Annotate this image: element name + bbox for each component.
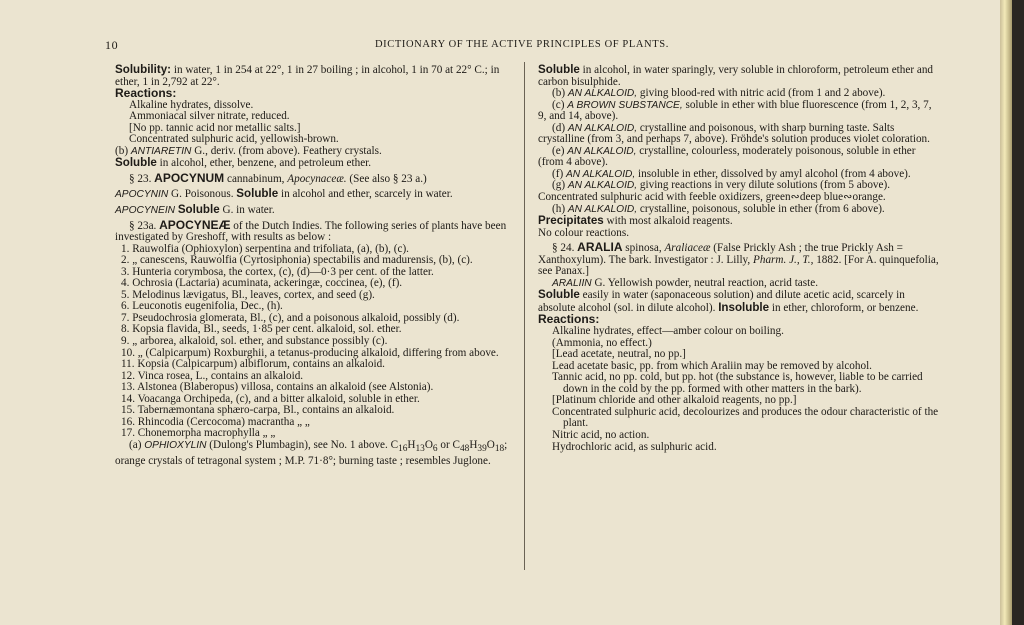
reaction-line: Concentrated sulphuric acid, decolourizes and produces the odour characteristic of the plant. — [552, 405, 939, 430]
araliin-entry: ARALIIN G. Yellowish powder, neutral reaction, acrid taste. — [552, 276, 818, 289]
section-23: § 23. APOCYNUM cannabinum, Apocynaceæ. (See also § 23 a.) — [129, 170, 427, 185]
alkaloid-d: (d) AN ALKALOID, crystalline and poisonous, with sharp burning taste. Salts crystalline (from 3, and perhaps 7, above). Fröhde's solution produces violet coloration. — [538, 121, 930, 146]
list-item: 16. Rhincodia (Cercocoma) macrantha „ „ — [121, 415, 310, 428]
list-item: 2. „ canescens, Rauwolfia (Cyrtosiphonia) spectabilis and madurensis, (b), (c). — [121, 254, 473, 267]
section-24: § 24. ARALIA spinosa, Araliaceæ (False Prickly Ash ; the true Prickly Ash = Xanthoxylum). The bark. Investigator : J. Lilly, Pharm. J., T., 1882. [For A. quinquefolia, see Panax.] — [538, 240, 939, 278]
antiaretin-solubility: Soluble in alcohol, ether, benzene, and petroleum ether. — [115, 156, 372, 170]
page-header — [105, 38, 965, 52]
alkaloid-b: (b) AN ALKALOID, giving blood-red with nitric acid (from 1 and 2 above). — [552, 87, 886, 100]
alkaloid-g: (g) AN ALKALOID, giving reactions in very dilute solutions (from 5 above). Concentrated sulphuric acid with feeble oxidizers, green∾deep blue∾orange. — [538, 179, 891, 204]
reaction-line: Concentrated sulphuric acid, yellowish-brown. — [129, 133, 339, 146]
reaction-line: Alkaline hydrates, dissolve. — [129, 98, 254, 111]
solubility-paragraph: Solubility: in water, 1 in 254 at 22°, 1 in 27 boiling ; in alcohol, 1 in 70 at 22° C.; in ether, 1 in 2,792 at 22°. — [115, 63, 500, 88]
list-item: 4. Ochrosia (Lactaria) acuminata, ackeringæ, coccinea, (e), (f). — [121, 277, 403, 290]
reactions-heading: Reactions: — [538, 312, 600, 327]
precipitates-paragraph: Precipitates with most alkaloid reagents. — [538, 214, 733, 228]
reaction-line: Nitric acid, no action. — [552, 428, 650, 441]
alkaloid-e: (e) AN ALKALOID, crystalline, colourless, moderately poisonous, soluble in ether (from 4 above). — [538, 144, 916, 169]
list-item: 14. Voacanga Orchipeda, (c), and a bitter alkaloid, soluble in ether. — [121, 392, 420, 405]
list-item: 5. Melodinus lævigatus, Bl., leaves, cortex, and seed (g). — [121, 288, 375, 301]
soluble-paragraph: Soluble in alcohol, in water sparingly, very soluble in chloroform, petroleum ether and carbon bisulphide. — [538, 63, 934, 88]
section-23a: § 23a. APOCYNEÆ of the Dutch Indies. The following series of plants have been investigated by Greshoff, with results as below : — [115, 217, 507, 244]
list-item: 6. Leuconotis eugenifolia, Dec., (h). — [121, 300, 283, 313]
page-number: 10 — [105, 38, 119, 52]
alkaloid-f: (f) AN ALKALOID, insoluble in ether, dissolved by amyl alcohol (from 4 above). — [552, 167, 911, 180]
book-edge — [1000, 0, 1012, 625]
reaction-line: [No pp. tannic acid nor metallic salts.] — [129, 121, 301, 134]
apocynin-entry: APOCYNIN G. Poisonous. Soluble in alcohol and ether, scarcely in water. — [115, 187, 453, 201]
antiaretin-entry: (b) ANTIARETIN G., deriv. (from above). Feathery crystals. — [115, 144, 382, 157]
alkaloid-h: (h) AN ALKALOID, crystalline, poisonous, soluble in ether (from 6 above). — [552, 202, 885, 215]
list-item: 11. Kopsia (Calpicarpum) albiflorum, contains an alkaloid. — [121, 358, 385, 371]
ophioxylin-entry: (a) OPHIOXYLIN (Dulong's Plumbagin), see No. 1 above. $C_{16}H_{13}O_6$ or $C_{48}H_{39}O_{18}$; orange crystals of tetragonal system ; M.P. 71·8°; burning taste ; resembles Juglone. — [115, 438, 508, 467]
running-title: DICTIONARY OF THE ACTIVE PRINCIPLES OF PLANTS. — [375, 39, 669, 50]
list-item: 3. Hunteria corymbosa, the cortex, (c), (d)—0·3 per cent. of the latter. — [121, 265, 434, 278]
reaction-line: Tannic acid, no pp. cold, but pp. hot (the substance is, however, liable to be carried down in the cold by the pp. formed with other matters in the bark). — [552, 371, 923, 395]
list-item: 9. „ arborea, alkaloid, sol. ether, and substance possibly (c). — [121, 335, 388, 348]
no-colour-line: No colour reactions. — [538, 226, 630, 239]
list-item: 13. Alstonea (Blaberopus) villosa, contains an alkaloid (see Alstonia). — [121, 381, 434, 394]
right-column — [538, 64, 940, 453]
list-item: 7. Pseudochrosia glomerata, Bl., (c), and a poisonous alkaloid, possibly (d). — [121, 311, 460, 324]
reaction-line: Ammoniacal silver nitrate, reduced. — [129, 110, 290, 123]
column-divider — [524, 62, 525, 570]
list-item: 17. Chonemorpha macrophylla „ „ — [121, 427, 276, 440]
reaction-line: Hydrochloric acid, as sulphuric acid. — [552, 440, 717, 453]
reaction-line: [Platinum chloride and other alkaloid reagents, no pp.] — [552, 394, 797, 407]
list-item: 12. Vinca rosea, L., contains an alkaloid. — [121, 369, 304, 382]
list-item: 15. Tabernæmontana sphæro-carpa, Bl., contains an alkaloid. — [121, 404, 395, 417]
reaction-line: Alkaline hydrates, effect—amber colour on boiling. — [552, 325, 784, 338]
araliin-solubility: Soluble easily in water (saponaceous solution) and dilute acetic acid, scarcely in absolute alcohol (sol. in dilute alcohol). Insoluble in ether, chloroform, or benzene. — [538, 288, 919, 314]
list-item: 8. Kopsia flavida, Bl., seeds, 1·85 per cent. alkaloid, sol. ether. — [121, 323, 402, 336]
alkaloid-c: (c) A BROWN SUBSTANCE, soluble in ether with blue fluorescence (from 1, 2, 3, 7, 9, and 14, above). — [538, 98, 932, 123]
list-item: 10. „ (Calpicarpum) Roxburghii, a tetanus-producing alkaloid, differing from above. — [121, 346, 499, 359]
apocynein-entry: APOCYNEIN Soluble G. in water. — [115, 203, 275, 217]
reaction-line: Lead acetate basic, pp. from which Araliin may be removed by alcohol. — [552, 359, 872, 372]
reaction-line: (Ammonia, no effect.) — [552, 336, 652, 349]
left-column — [115, 64, 515, 467]
list-item: 1. Rauwolfia (Ophioxylon) serpentina and trifoliata, (a), (b), (c). — [121, 242, 409, 255]
reaction-line: [Lead acetate, neutral, no pp.] — [552, 348, 686, 361]
reactions-heading: Reactions: — [115, 86, 177, 101]
